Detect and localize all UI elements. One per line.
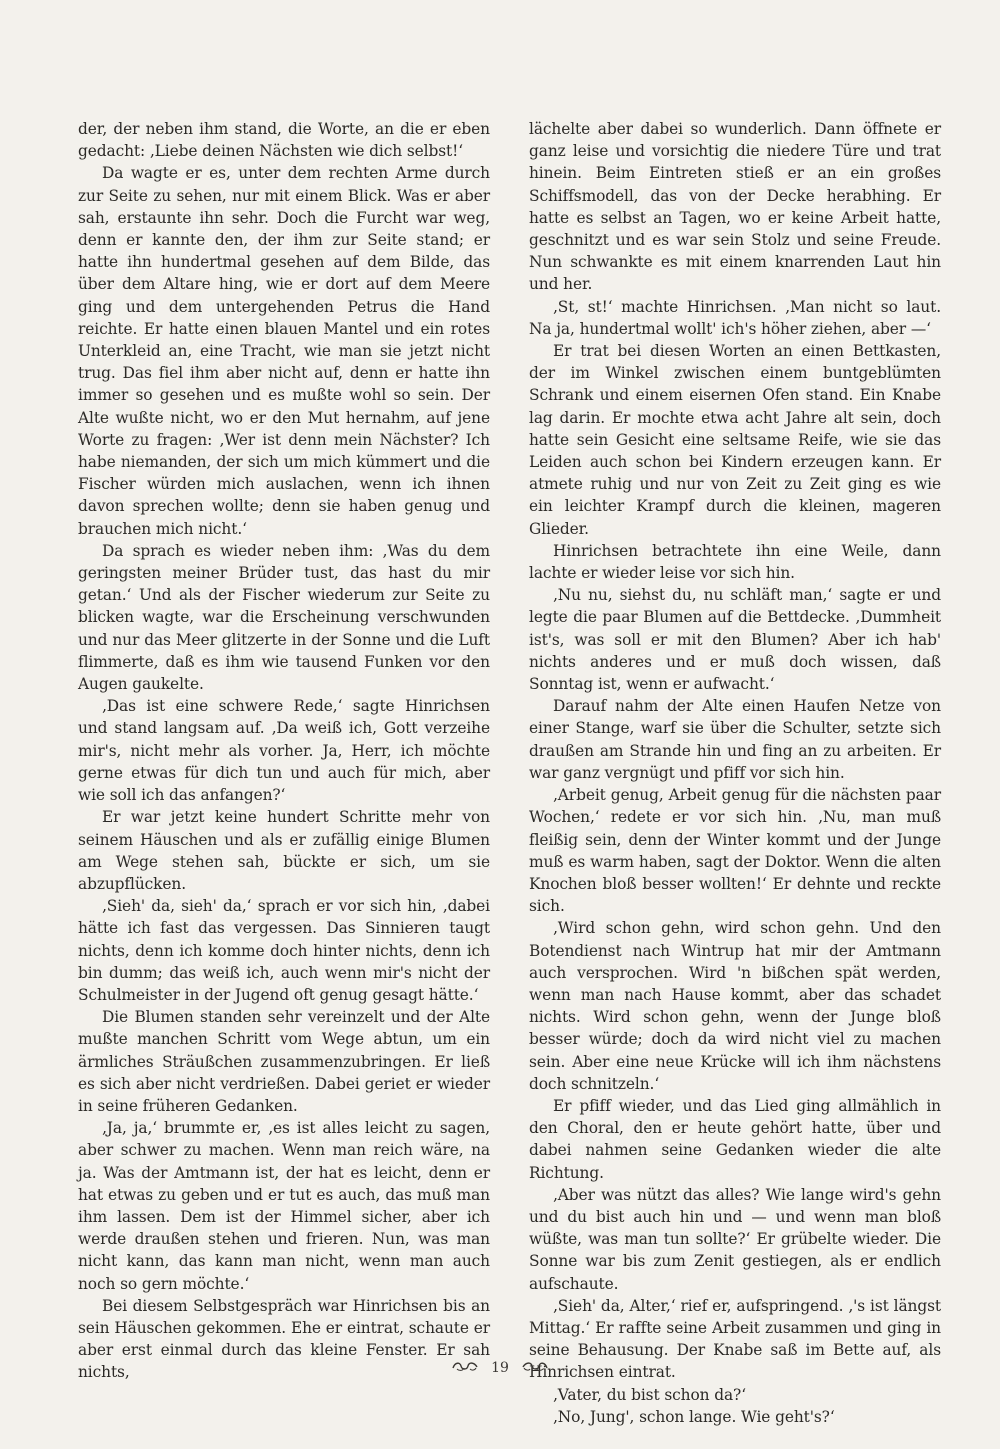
- paragraph: ‚Vater, du bist schon da?‘: [553, 1385, 746, 1404]
- paragraph: Er trat bei diesen Worten an einen Bettkasten, der im Winkel zwischen einem buntgeblümten Schrank und einem eisernen Ofen stand. Ein Knabe lag darin. Er mochte etwa acht Jahre alt sein, doch hatte sein Gesicht eine seltsame Reife, wie sie das Leiden auch schon bei Kindern erzeugen kann. Er atmete ruhig und nur von Zeit zu Zeit ging es wie ein leichter Krampf durch die kleinen, mageren Glieder.: [529, 342, 941, 538]
- paragraph: Da sprach es wieder neben ihm: ‚Was du dem geringsten meiner Brüder tust, das hast du mir getan.‘ Und als der Fischer wiederum zur Seite zu blicken wagte, war die Erscheinung verschwunden und nur das Meer glitzerte in der Sonne und die Luft flimmerte, daß es ihm wie tausend Funken vor den Augen gaukelte.: [78, 541, 490, 694]
- paragraph: ‚Nu nu, siehst du, nu schläft man,‘ sagte er und legte die paar Blumen auf die Bettdecke. ‚Dummheit ist's, was soll er mit den Blumen? Aber ich hab' nichts anderes und er muß doch wissen, daß Sonntag ist, wenn er aufwacht.‘: [529, 586, 941, 694]
- paragraph: ‚Ja, ja,‘ brummte er, ‚es ist alles leicht zu sagen, aber schwer zu machen. Wenn man reich wäre, na ja. Was der Amtmann ist, der hat es leicht, denn er hat etwas zu geben und er tut es auch, das muß man ihm lassen. Dem ist der Himmel sicher, aber ich werde draußen stehen und frieren. Nun, was man nicht kann, das kann man nicht, wenn man auch noch so gern möchte.‘: [78, 1119, 490, 1293]
- right-column: [529, 118, 941, 1428]
- page-footer: [0, 1360, 1000, 1376]
- paragraph: Darauf nahm der Alte einen Haufen Netze von einer Stange, warf sie über die Schulter, setzte sich draußen am Strande hin und fing an zu arbeiten. Er war ganz vergnügt und pfiff vor sich hin.: [529, 697, 941, 782]
- paragraph: Er war jetzt keine hundert Schritte mehr von seinem Häuschen und als er zufällig einige Blumen am Wege stehen sah, bückte er sich, um sie abzupflücken.: [78, 808, 490, 893]
- paragraph: ‚Arbeit genug, Arbeit genug für die nächsten paar Wochen,‘ redete er vor sich hin. ‚Nu, man muß fleißig sein, denn der Winter kommt und der Junge muß es warm haben, sagt der Doktor. Wenn die alten Knochen bloß besser wollten!‘ Er dehnte und reckte sich.: [529, 786, 941, 916]
- paragraph: Da wagte er es, unter dem rechten Arme durch zur Seite zu sehen, nur mit einem Blick. Was er aber sah, erstaunte ihn sehr. Doch die Furcht war weg, denn er kannte den, der ihm zur Seite stand; er hatte ihn hundertmal gesehen auf dem Bilde, das über dem Altare hing, wie er dort auf dem Meere ging und dem untergehenden Petrus die Hand reichte. Er hatte einen blauen Mantel und ein rotes Unterkleid an, eine Tracht, wie man sie jetzt nicht trug. Das fiel ihm aber nicht auf, denn er hatte ihn immer so gesehen und es mußte wohl so sein. Der Alte wußte nicht, wo er den Mut hernahm, auf jene Worte zu fragen: ‚Wer ist denn mein Nächster? Ich habe niemanden, der sich um mich kümmert und die Fischer würden mich auslachen, wenn ich ihnen davon sprechen wollte; denn sie haben genug und brauchen mich nicht.‘: [78, 164, 490, 538]
- paragraph: Die Blumen standen sehr vereinzelt und der Alte mußte manchen Schritt vom Wege abtun, um ein ärmliches Sträußchen zusammenzubringen. Er ließ es sich aber nicht verdrießen. Dabei geriet er wieder in seine früheren Gedanken.: [78, 1008, 490, 1115]
- paragraph: ‚Sieh' da, sieh' da,‘ sprach er vor sich hin, ‚dabei hätte ich fast das vergessen. Das Sinnieren taugt nichts, denn ich komme doch hinter nichts, denn ich bin dumm; das weiß ich, auch wenn mir's nicht der Schulmeister in der Jugend oft genug gesagt hätte.‘: [78, 897, 490, 1004]
- paragraph: ‚Sieh' da, Alter,‘ rief er, aufspringend. ‚'s ist längst Mittag.‘ Er raffte seine Arbeit zusammen und ging in seine Behausung. Der Knabe saß im Bette auf, als Hinrichsen eintrat.: [529, 1296, 941, 1382]
- paragraph: ‚Das ist eine schwere Rede,‘ sagte Hinrichsen und stand langsam auf. ‚Da weiß ich, Gott verzeihe mir's, nicht mehr als vorher. Ja, Herr, ich möchte gerne etwas für dich tun und auch für mich, aber wie soll ich das anfangen?‘: [78, 697, 490, 805]
- paragraph: Er pfiff wieder, und das Lied ging allmählich in den Choral, den er heute gehört hatte, über und dabei nahmen seine Gedanken wieder die alte Richtung.: [529, 1096, 941, 1182]
- ornament-right-icon: [521, 1360, 549, 1376]
- paragraph: ‚Aber was nützt das alles? Wie lange wird's gehn und du bist auch hin und — und wenn man bloß wüßte, was man tun sollte?‘ Er grübelte wieder. Die Sonne war bis zum Zenit gestiegen, als er endlich aufschaute.: [529, 1185, 941, 1293]
- paragraph: ‚St, st!‘ machte Hinrichsen. ‚Man nicht so laut. Na ja, hundertmal wollt' ich's höher ziehen, aber —‘: [529, 297, 941, 338]
- left-column: [78, 118, 490, 1384]
- paragraph: lächelte aber dabei so wunderlich. Dann öffnete er ganz leise und vorsichtig die niedere Türe und trat hinein. Beim Eintreten stieß er an ein großes Schiffsmodell, das von der Decke herabhing. Er hatte es selbst an Tagen, wo er keine Arbeit hatte, geschnitzt und es war sein Stolz und seine Freude. Nun schwankte es mit einem knarrenden Laut hin und her.: [529, 120, 941, 294]
- paragraph: der, der neben ihm stand, die Worte, an die er eben gedacht: ‚Liebe deinen Nächsten wie dich selbst!‘: [78, 120, 490, 161]
- ornament-left-icon: [451, 1360, 479, 1376]
- page-number: 19: [491, 1360, 509, 1376]
- paragraph: Hinrichsen betrachtete ihn eine Weile, dann lachte er wieder leise vor sich hin.: [529, 541, 941, 583]
- paragraph: ‚Wird schon gehn, wird schon gehn. Und den Botendienst nach Wintrup hat mir der Amtmann auch versprochen. Wird 'n bißchen spät werden, wenn man nach Hause kommt, aber das schadet nichts. Wird schon gehn, wenn der Junge bloß besser würde; doch da wird nicht viel zu machen sein. Aber eine neue Krücke will ich ihm nächstens doch schnitzeln.‘: [529, 919, 941, 1093]
- paragraph: ‚No, Jung', schon lange. Wie geht's?‘: [553, 1407, 835, 1426]
- paragraph: Bei diesem Selbstgespräch war Hinrichsen bis an sein Häuschen gekommen. Ehe er eintrat, schaute er aber erst einmal durch das kleine Fenster. Er sah nichts,: [78, 1296, 490, 1382]
